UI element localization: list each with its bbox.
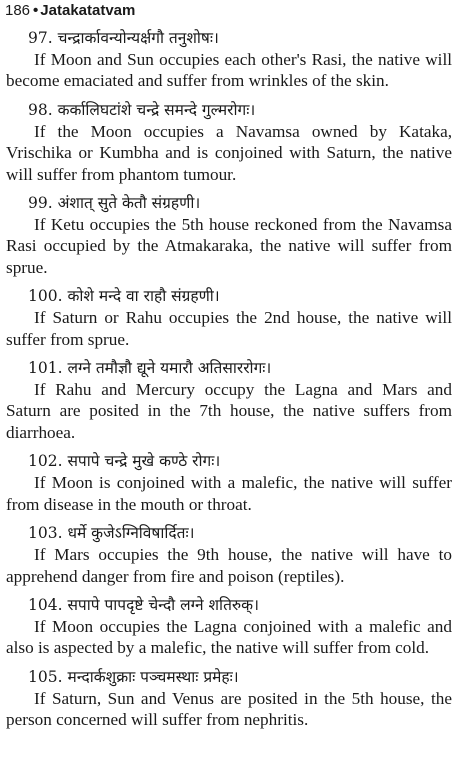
page-number: 186 <box>5 2 31 19</box>
header-bullet: • <box>33 2 39 19</box>
sanskrit-text: सपापे पापदृष्टे चेन्दौ लग्ने शतिरुक्। <box>67 595 259 614</box>
verse-sanskrit-line <box>6 99 454 121</box>
verse-translation: If Moon and Sun occupies each other's Rasi, the native will become emaciated and suffer from wrinkles of the skin. <box>6 50 452 91</box>
verse-sanskrit-line <box>6 357 454 379</box>
verse-translation: If Ketu occupies the 5th house reckoned from the Navamsa Rasi occupied by the Atmakaraka, the native will suffer from sprue. <box>6 215 452 277</box>
running-header <box>5 2 454 20</box>
verse-100 <box>6 285 454 350</box>
sanskrit-text: चन्द्रार्कावन्योन्यर्क्षगौ तनुशोषः। <box>57 29 219 47</box>
verse-translation: If Moon is conjoined with a malefic, the native will suffer from disease in the mouth or throat. <box>6 473 452 514</box>
verse-sanskrit-line <box>6 285 454 307</box>
verse-number: 103. <box>28 524 63 543</box>
sanskrit-text: अंशात् सुते केतौ संग्रहणी। <box>57 194 201 213</box>
verse-sanskrit-line <box>6 666 454 688</box>
verse-number: 104. <box>28 595 63 614</box>
verse-103 <box>6 522 454 587</box>
sanskrit-text: लग्ने तमौज्ञौ द्यूने यमारौ अतिसाररोगः। <box>67 359 272 378</box>
verse-101 <box>6 357 454 443</box>
sanskrit-text: कोशे मन्दे वा राहौ संग्रहणी। <box>67 287 220 306</box>
verse-translation: If Mars occupies the 9th house, the native will have to apprehend danger from fire and poison (reptiles). <box>6 545 452 586</box>
sanskrit-text: धर्मे कुजेऽग्निविषार्दितः। <box>67 524 195 543</box>
verse-translation: If Saturn, Sun and Venus are posited in the 5th house, the person concerned will suffer from nephritis. <box>6 688 452 730</box>
verse-sanskrit-line <box>6 522 454 544</box>
verse-translation: If Saturn or Rahu occupies the 2nd house, the native will suffer from sprue. <box>6 308 452 349</box>
verse-number: 99. <box>28 194 53 213</box>
verse-99 <box>6 192 454 278</box>
sanskrit-text: मन्दार्कशुक्राः पञ्चमस्थाः प्रमेहः। <box>67 667 239 686</box>
sanskrit-text: सपापे चन्द्रे मुखे कण्ठे रोगः। <box>67 452 221 471</box>
verse-number: 98. <box>28 100 53 119</box>
verse-number: 101. <box>28 359 63 378</box>
book-title: Jatakatatvam <box>40 2 136 19</box>
verse-105 <box>6 666 454 731</box>
verse-sanskrit-line <box>6 192 454 214</box>
verse-translation: If Rahu and Mercury occupy the Lagna and Mars and Saturn are posited in the 7th house, the native suffers from diarrhoea. <box>6 380 452 442</box>
verse-97 <box>6 27 454 92</box>
verse-number: 100. <box>28 287 63 306</box>
verse-104 <box>6 594 454 659</box>
verse-number: 102. <box>28 452 63 471</box>
verse-sanskrit-line <box>6 450 454 472</box>
verse-sanskrit-line <box>6 27 454 49</box>
verse-98 <box>6 99 454 185</box>
verse-number: 97. <box>28 29 53 47</box>
verse-sanskrit-line <box>6 594 454 616</box>
verse-translation: If Moon occupies the Lagna conjoined with a malefic and also is aspected by a malefic, the native will suffer from cold. <box>6 616 452 658</box>
verse-number: 105. <box>28 667 63 686</box>
sanskrit-text: कर्कालिघटांशे चन्द्रे समन्दे गुल्मरोगः। <box>57 100 256 119</box>
verse-translation: If the Moon occupies a Navamsa owned by Kataka, Vrischika or Kumbha and is conjoined with Saturn, the native will suffer from phantom tumour. <box>6 121 452 184</box>
verse-102 <box>6 450 454 515</box>
